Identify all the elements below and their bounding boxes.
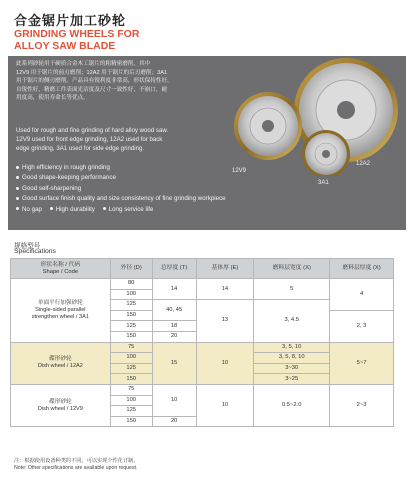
feature-list <box>16 163 316 215</box>
title-en-line2: ALLOY SAW BLADE <box>14 40 116 52</box>
wheel-label-3a1: 3A1 <box>318 180 329 186</box>
header-abrasive-thickness: 磨料层厚度 (X) <box>330 259 394 279</box>
shape-cell-12a2: 碟形砂轮 Dish wheel / 12A2 <box>11 342 111 384</box>
table-row: 碟形砂轮 Dish wheel / 12A2 75 15 10 3, 5, 10 5~7 <box>11 342 394 353</box>
desc-cn-line: 用度高，使用寿命长等优点。 <box>16 95 89 102</box>
page-title-en <box>14 28 139 52</box>
bullet-icon <box>103 207 106 210</box>
desc-en-line: 12V9 used for front edge grinding, 12A2 used for back <box>16 135 163 143</box>
feature-item: No gap High durability Long service life <box>16 205 316 215</box>
wheel-12v9-icon <box>234 92 302 160</box>
table-row: 100 3, 5, 8, 10 <box>11 353 394 364</box>
footnote <box>14 458 139 472</box>
header-abrasive-width: 磨料层宽度 (X) <box>254 259 330 279</box>
header-shape: 形状名称 / 代码 Shape / Code <box>11 259 111 279</box>
table-row: 125 40, 45 13 3, 4.5 <box>11 300 394 311</box>
table-row: 100 <box>11 395 394 406</box>
bullet-icon <box>16 166 19 169</box>
wheels-image <box>226 56 406 176</box>
table-header-row <box>11 259 394 279</box>
table-row: 150 20 <box>11 331 394 342</box>
table-row: 150 3~25 <box>11 374 394 385</box>
feature-item: High efficiency in rough grinding <box>16 163 316 173</box>
feature-item: Good self-sharpening <box>16 184 316 194</box>
bullet-icon <box>16 197 19 200</box>
title-en-line1: GRINDING WHEELS FOR <box>14 28 140 40</box>
specs-title-en: Specifications <box>14 248 56 255</box>
wheel-label-12v9: 12V9 <box>232 168 247 174</box>
desc-en-line: edge grinding, 3A1 used for side edge grinding. <box>16 144 145 152</box>
header-od: 外径 (D) <box>110 259 152 279</box>
footnote-cn: 注：根据使用设备种类的不同，可以实现个性化订制。 <box>14 458 139 464</box>
table-row: 150 20 <box>11 416 394 427</box>
feature-item: Good surface finish quality and size consistency of fine grinding workpiece <box>16 194 316 204</box>
table-row: 125 3~30 <box>11 363 394 374</box>
bullet-icon <box>16 207 19 210</box>
header-base-thickness: 基体厚 (E) <box>196 259 254 279</box>
page-title-cn: 合金锯片加工砂轮 <box>14 13 127 28</box>
desc-cn-line: 用于锯片的侧刃磨削。产品具有锐利度非常高，形状保持性好， <box>16 78 173 85</box>
bullet-icon <box>50 207 53 210</box>
desc-cn-line: 12V9 用于锯片的前刃磨削；12A2 用于锯片的后刃磨削；3A1 <box>16 69 168 76</box>
table-row: 单面平行加强砂轮 Single-sided parallel strengthen wheel / 3A1 80 14 14 5 4 <box>11 279 394 290</box>
description-en <box>16 127 238 153</box>
shape-cell-12v9: 碟形砂轮 Dish wheel / 12V9 <box>11 384 111 426</box>
header-thickness: 总厚度 (T) <box>152 259 196 279</box>
bullet-icon <box>16 176 19 179</box>
table-row: 100 <box>11 289 394 300</box>
table-row: 碟形砂轮 Dish wheel / 12V9 75 10 10 0.5~2.0 2~3 <box>11 384 394 395</box>
specs-title-cn: 规格型号 <box>14 243 41 250</box>
product-panel <box>8 56 406 230</box>
description-cn <box>16 60 226 103</box>
desc-en-line: Used for rough and fine grinding of hard alloy wood saw. <box>16 127 169 134</box>
table-row: 125 <box>11 406 394 417</box>
bullet-icon <box>16 187 19 190</box>
desc-cn-line: 自锐性好，精磨工件表面光洁度及尺寸一致性好，不崩口，耐 <box>16 86 168 93</box>
footnote-en: Note: Other specifications are available upon request. <box>14 465 138 471</box>
specs-table <box>10 258 394 427</box>
wheel-label-12a2: 12A2 <box>356 161 371 167</box>
shape-cell-3a1: 单面平行加强砂轮 Single-sided parallel strengthen wheel / 3A1 <box>11 279 111 343</box>
desc-cn-line: 此系列砂轮用于硬质合金木工锯片的粗精密磨削，其中 <box>16 61 151 67</box>
feature-item: Good shape-keeping performance <box>16 173 316 183</box>
table-row: 150 2, 3 <box>11 310 394 321</box>
table-row: 125 18 <box>11 321 394 332</box>
